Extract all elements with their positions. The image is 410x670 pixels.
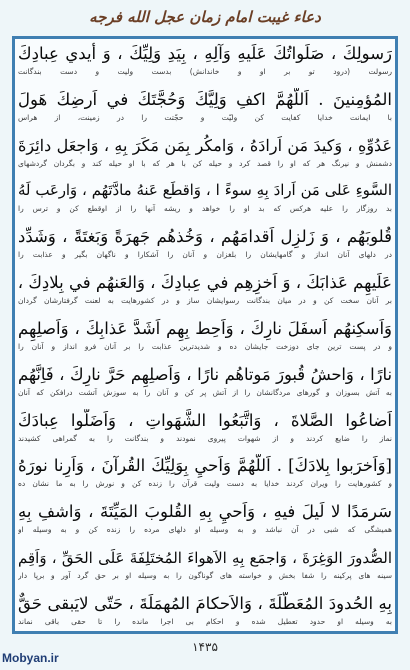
text-line-5 xyxy=(18,225,392,263)
arabic-text: سَرمَدًا لا لَيلَ فيهِ ، وَاَحيِ بِهِ القُلوبَ المَيِّتَةَ ، وَاشفِ بِهِ xyxy=(18,502,392,522)
text-line-3 xyxy=(18,134,392,172)
page-header-title: دعاء غیبت امام زمان عجل الله فرجه xyxy=(89,8,321,26)
arabic-text: الصُّدورَ الوَغِرَةَ ، وَاجمَع بِهِ الاَهواءَ المُختَلِفَةَ عَلَى الحَقِّ ، وَاَقِم xyxy=(18,549,392,568)
persian-translation: به آتش بسوزان و گورهای مردگانشان را از آتش پر کن و آنان را به سوزش آتشت درافکن که آنان xyxy=(18,387,392,397)
persian-translation: رسولت (درود تو بر او و خاندانش) بدست ولیت و دست بندگانت xyxy=(18,67,392,76)
text-line-9 xyxy=(18,409,392,447)
arabic-text: وَاَسكِنهُم اَسفَلَ نارِكَ ، وَاَحِط بِهِم اَشَدَّ عَذابِكَ ، وَاَصلِهِم xyxy=(18,318,392,338)
text-line-8 xyxy=(18,363,392,401)
arabic-text: [وَاَخرَبوا بِلادَكَ] . اَللّهُمَّ وَاَحيِ بِوَلِيِّكَ القُرآنَ ، وَاَرِنا نورَهُ xyxy=(18,456,392,476)
arabic-text: عَدُوِّهِ ، وَكيدَ مَن اَرادَهُ ، وَامكُر بِمَن مَكَرَ بِهِ ، وَاجعَل دائِرَةَ xyxy=(18,135,392,155)
text-line-12 xyxy=(18,546,392,584)
arabic-text: رَسولِكَ ، صَلَواتُكَ عَلَيهِ وَآلِهِ ، بِيَدِ وَلِيِّكَ ، وَ أَيدي عِبادِكَ xyxy=(18,44,392,63)
persian-translation: بر آنان سخت کن و در میان بندگانت رسوایشان ساز و در کشورهایت به لعنت گرفتارشان گردان xyxy=(18,296,392,306)
arabic-text: اَضاعُوا الصَّلاةَ ، وَاتَّبَعُوا الشَّهَواتِ ، وَاَضَلّوا عِبادَكَ xyxy=(18,410,392,430)
persian-translation: نماز را ضایع کردند و از شهوات پیروی نمودند و بندگانت را به گمراهی کشیدند xyxy=(18,433,392,443)
arabic-text: نارًا ، وَاحشُ قُبورَ مَوتاهُم نارًا ، وَاَصلِهِم حَرَّ نارِكَ ، فَاِنَّهُم xyxy=(18,364,392,384)
persian-translation: و کشورهایت را ویران کردند خدایا به دست ولیت قرآن را زنده کن و نورش را به ما نشان ده xyxy=(18,479,392,489)
persian-translation: همیشگی که شبی در آن نباشد و به وسیله او دلهای مرده را زنده کن و به وسیله او xyxy=(18,525,392,535)
text-line-4 xyxy=(18,179,392,217)
text-line-2 xyxy=(18,88,392,126)
persian-translation: در دلهای آنان انداز و گامهایشان را بلغزان و آنان را آشکارا و ناگهان بگیر و عذابت را xyxy=(18,250,392,260)
text-line-7 xyxy=(18,317,392,355)
persian-translation: بد روزگار را علیه هرکس که بد او را خواهد و ریشه آنها را از اوقطع کن و ترس را xyxy=(18,204,392,214)
persian-translation: به وسیله او حدود تعطیل شده و احکام بی اجرا مانده را تا حقی باقی نماند xyxy=(18,616,392,626)
text-line-10 xyxy=(18,454,392,492)
persian-translation: و در پست ترین جای دوزخت جایشان ده و شدیدترین عذابت را بر آنان فرو انداز و آنان را xyxy=(18,341,392,351)
persian-translation: سینه های پرکینه را شفا بخش و خواسته های گوناگون را به وسیله او بر حق گرد آور و برپا دار xyxy=(18,571,392,581)
prayer-text-body xyxy=(18,42,392,630)
arabic-text: بِهِ الحُدودَ المُعَطَّلَةَ ، وَالاَحكامَ المُهمَلَةَ ، حَتّى لايَبقى حَقٌّ xyxy=(18,593,392,613)
arabic-text: المُؤمِنينَ . اَللّهُمَّ اكفِ وَلِيَّكَ وَحُجَّتَكَ في اَرضِكَ هَولَ xyxy=(18,89,392,109)
text-line-13 xyxy=(18,592,392,630)
arabic-text: قُلوبَهُم ، وَ زَلزِل اَقدامَهُم ، وَخُذهُم جَهرَةً وَبَغتَةً ، وَشَدِّد xyxy=(18,227,392,247)
text-line-1 xyxy=(18,42,392,80)
persian-translation: با ایمانت خدایا کفایت کن ولیّت و حجّتت را در زمینت، از هراس xyxy=(18,112,392,122)
page-number: ۱۴۳۵ xyxy=(192,640,218,654)
arabic-text: السَّوءِ عَلى مَن اَرادَ بِهِ سوءً ا ، وَاقطَع عَنهُ مادَّتَهُم ، وَارعَب لَهُ xyxy=(18,182,392,200)
persian-translation: دشمنش و نیرنگ هر که او را قصد کرد و حیله کن با هر که با او حیله کند و بگردان گردشهای xyxy=(18,158,392,168)
site-watermark: Mobyan.ir xyxy=(2,651,59,665)
text-line-6 xyxy=(18,271,392,309)
arabic-text: عَلَيهِم عَذابَكَ ، وَ اَخزِهِم في عِبادِكَ ، وَالعَنهُم في بِلادِكَ ، xyxy=(18,273,392,293)
text-line-11 xyxy=(18,500,392,538)
